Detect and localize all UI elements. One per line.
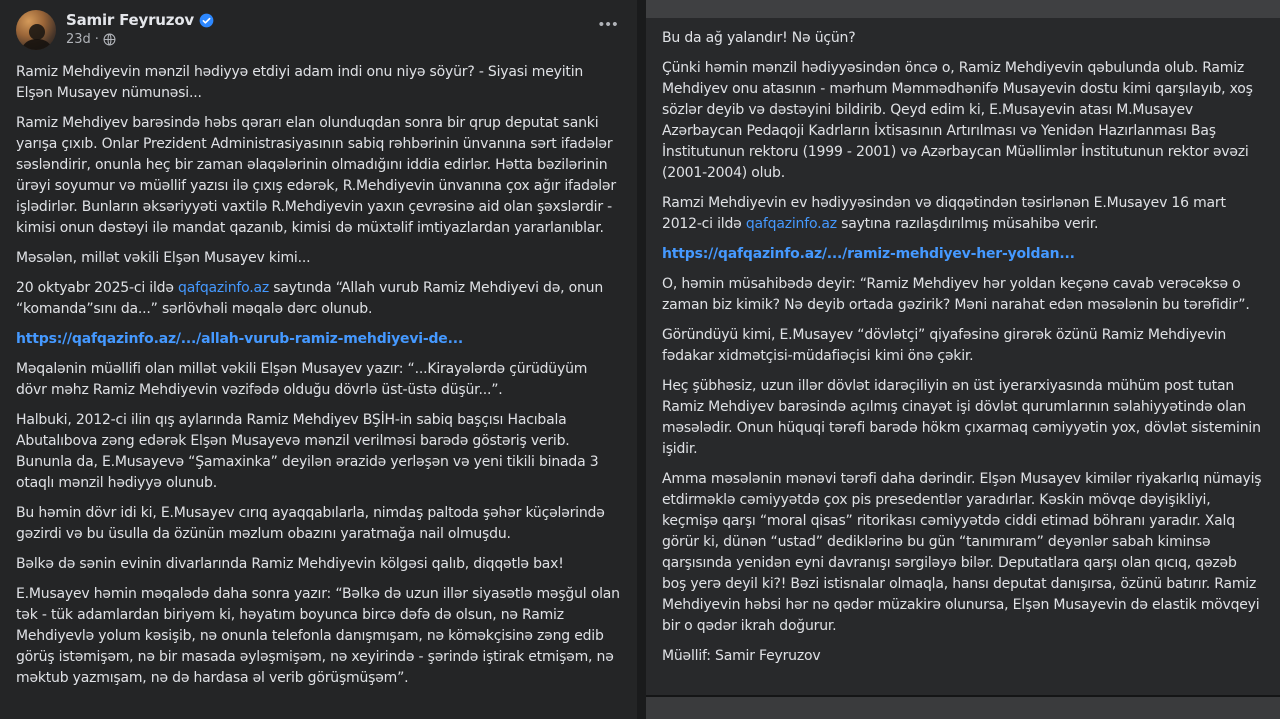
- post-paragraph: [16, 113, 621, 239]
- post-paragraph: [662, 646, 1264, 667]
- author-name[interactable]: Samir Feyruzov: [66, 11, 194, 29]
- post-paragraph: [16, 554, 621, 575]
- top-strip: [646, 0, 1280, 18]
- post-text-segment: E.Musayev həmin məqalədə daha sonra yazır: “Bəlkə də uzun illər siyasətlə məşğul olan tək - tük adamlardan biriyəm ki, həyatım boyunca bircə dəfə də olsun, nə Ramiz Mehdiyevlə yolum kəsişib, nə onunla telefonla danışmışam, nə köməkçisinə zəng edib görüş istəmişəm, nə bir masada əyləşmişəm, nə xeyirində - şərində iştirak etmişəm, nə məktub yazmışam, nə də hardasa əl verib görüşmüşəm”.: [16, 586, 620, 686]
- post-text-segment: Ramzi Mehdiyevin ev hədiyyəsindən və diqqətindən təsirlənən E.Musayev 16 mart 2012-ci ildə: [662, 195, 1226, 232]
- post-header-info: [66, 10, 597, 47]
- post-paragraph: [662, 58, 1264, 184]
- post-text-segment: Ramiz Mehdiyev barəsində həbs qərarı elan olunduqdan sonra bir qrup deputat sanki yarışa çıxıb. Onlar Prezident Administrasiyasının sabiq rəhbərinin ünvanına sərt ifadələr səsləndirir, onunla heç bir zaman əlaqələrinin olmadığını iddia edirlər. Hətta bəzilərinin ürəyi soyumur və müəllif yazısı ilə çıxış edərək, R.Mehdiyevin ünvanına çox ağır ifadələr işlədirlər. Bunların əksəriyyəti vaxtilə R.Mehdiyevin yaxın çevrəsinə aid olan şəxslərdir - kimisi onun dəstəyi ilə mandat qazanıb, kimisi də müxtəlif imtiyazlardan yararlanıblar.: [16, 115, 616, 236]
- post-text-segment: Müəllif: Samir Feyruzov: [662, 648, 821, 664]
- post-paragraph: [662, 274, 1264, 316]
- post-paragraph: [662, 28, 1264, 49]
- post-paragraph: [662, 376, 1264, 460]
- post-body-left: [16, 62, 621, 689]
- profile-photo[interactable]: [16, 10, 56, 50]
- post-text-segment: O, həmin müsahibədə deyir: “Ramiz Mehdiyev hər yoldan keçənə cavab verəcəksə o zaman biz kimik? Nə deyib ortada gəzirik? Məni narahat edən məsələnin bu tərəfidir”.: [662, 276, 1250, 313]
- post-meta: [66, 32, 597, 47]
- post-paragraph: [16, 410, 621, 494]
- post-text-segment: Bu həmin dövr idi ki, E.Musayev cırıq ayaqqabılarla, nimdaş paltoda şəhər küçələrində gəzirdi və bu üsulla da özünün məzlum obazını yaratmağa nail olmuşdu.: [16, 505, 605, 542]
- post-text-segment: Çünki həmin mənzil hədiyyəsindən öncə o, Ramiz Mehdiyevin qəbulunda olub. Ramiz Mehdiyev onu atasının - mərhum Məmmədhənifə Musayevin dostu kimi qarşılayıb, xoş sözlər deyib və dəstəyini bildirib. Qeyd edim ki, E.Musayevin atası M.Musayev Azərbaycan Pedaqoji Kadrların İxtisasının Artırılması və Yenidən Hazırlanması Baş İnstitutunun rektoru (1999 - 2001) və Azərbaycan Müəllimlər İnstitutunun rektor əvəzi (2001-2004) olub.: [662, 60, 1253, 181]
- post-text-segment: saytına razılaşdırılmış müsahibə verir.: [836, 216, 1099, 232]
- post-header: [16, 10, 621, 50]
- post-text-segment: Heç şübhəsiz, uzun illər dövlət idarəçiliyin ən üst iyerarxiyasında mühüm post tutan Ramiz Mehdiyev barəsində açılmış cinayət işi dövlət qurumlarının səlahiyyətində olan məsələdir. Onun hüquqi tərəfi barədə hökm çıxarmaq cəmiyyətin yox, dövlət sisteminin işidir.: [662, 378, 1261, 457]
- timestamp[interactable]: 23d: [66, 32, 91, 47]
- person-silhouette-icon: [16, 22, 56, 50]
- post-text-segment: Bu da ağ yalandır! Nə üçün?: [662, 30, 856, 46]
- post-text-segment: Məsələn, millət vəkili Elşən Musayev kimi...: [16, 250, 311, 266]
- post-link[interactable]: https://qafqazinfo.az/.../allah-vurub-ramiz-mehdiyevi-de...: [16, 331, 463, 347]
- post-link[interactable]: https://qafqazinfo.az/.../ramiz-mehdiyev-her-yoldan...: [662, 246, 1075, 262]
- post-column-right: [646, 0, 1280, 719]
- more-options-button[interactable]: [597, 16, 621, 34]
- post-text-segment: Amma məsələnin mənəvi tərəfi daha dərindir. Elşən Musayev kimilər riyakarlıq nümayiş etdirməklə cəmiyyətdə çox pis presedentlər yaradırlar. Kəskin mövqe dəyişikliyi, keçmişə qarşı “moral qisas” ritorikası cəmiyyətdə ciddi etimad böhranı yaradır. Xalq görür ki, dünən “ustad” dediklərinə bu gün “tanımıram” deyənlər sabah kiminsə qarşısında yenidən eyni davranışı sərgiləyə bilər. Deputatlara qarşı olan qıcıq, qəzəb boş yerə deyil ki?! Bəzi istisnalar olmaqla, hansı deputat danışırsa, özünü batırır. Ramiz Mehdiyevin həbsi hər nə qədər müzakirə olunursa, Elşən Musayevin də elastik mövqeyi bir o qədər ikrah doğurur.: [662, 471, 1262, 634]
- post-paragraph: [662, 325, 1264, 367]
- post-paragraph: [16, 584, 621, 689]
- screenshot-seam: [637, 0, 646, 719]
- post-paragraph: [16, 248, 621, 269]
- globe-privacy-icon: [103, 33, 116, 46]
- post-text-segment: saytında “Allah vurub Ramiz Mehdiyevi də, onun “komanda”sını da...” sərlövhəli məqalə dərc olunub.: [16, 280, 604, 317]
- post-paragraph: [16, 503, 621, 545]
- post-paragraph: [662, 469, 1264, 637]
- post-text-segment: Ramiz Mehdiyevin mənzil hədiyyə etdiyi adam indi onu niyə söyür? - Siyasi meyitin Elşən Musayev nümunəsi...: [16, 64, 584, 101]
- post-paragraph: [662, 193, 1264, 235]
- post-paragraph: [16, 329, 621, 350]
- bottom-strip: [646, 697, 1280, 719]
- post-paragraph: [16, 359, 621, 401]
- author-row: [66, 10, 597, 29]
- post-text-segment: 20 oktyabr 2025-ci ildə: [16, 280, 179, 296]
- post-link[interactable]: qafqazinfo.az: [178, 280, 270, 296]
- post-text-segment: Bəlkə də sənin evinin divarlarında Ramiz Mehdiyevin kölgəsi qalıb, diqqətlə bax!: [16, 556, 564, 572]
- post-column-left: [0, 0, 637, 719]
- post-body-right: [646, 18, 1280, 695]
- post-paragraph: [16, 278, 621, 320]
- post-link[interactable]: qafqazinfo.az: [745, 216, 837, 232]
- post-text-segment: Məqalənin müəllifi olan millət vəkili Elşən Musayev yazır: “...Kirayələrdə çürüdüyüm dövr məhz Ramiz Mehdiyevin vəzifədə olduğu dövrlə üst-üstə düşür...”.: [16, 361, 588, 398]
- post-text-segment: Halbuki, 2012-ci ilin qış aylarında Ramiz Mehdiyev BŞİH-in sabiq başçısı Hacıbala Abutalıbova zəng edərək Elşən Musayevə mənzil verilməsi barədə göstəriş verib. Bununla da, E.Musayevə “Şamaxinka” deyilən ərazidə yerləşən və yeni tikili binada 3 otaqlı mənzil hədiyyə olunub.: [16, 412, 599, 491]
- post-paragraph: [662, 244, 1264, 265]
- post-text-segment: Göründüyü kimi, E.Musayev “dövlətçi” qiyafəsinə girərək özünü Ramiz Mehdiyevin fədakar xidmətçisi-müdafiəçisi kimi önə çəkir.: [662, 327, 1227, 364]
- meta-separator: ·: [94, 32, 99, 47]
- more-icon: •••: [598, 16, 619, 33]
- post-paragraph: [16, 62, 621, 104]
- verified-badge-icon: [199, 13, 214, 28]
